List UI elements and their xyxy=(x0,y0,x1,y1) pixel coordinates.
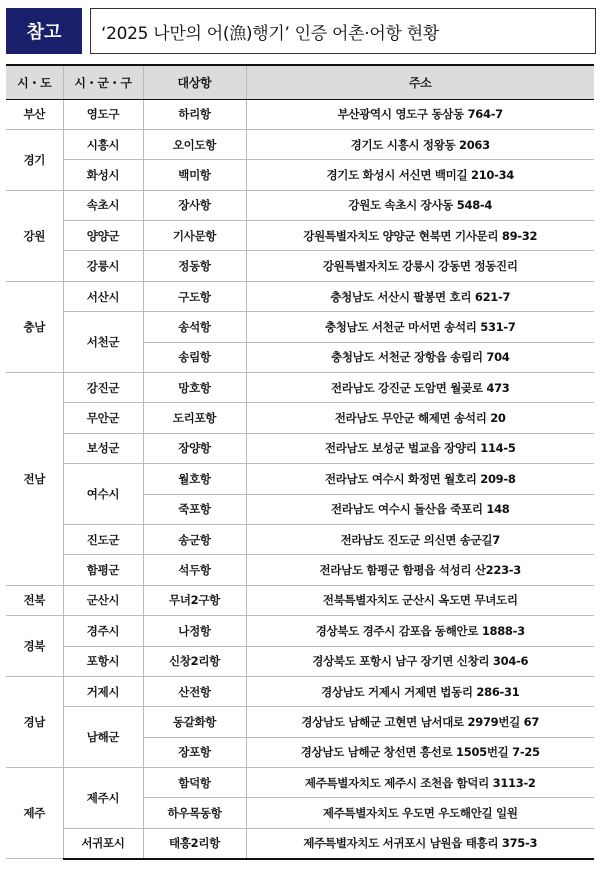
table-row xyxy=(6,707,594,737)
address-cell: 전라남도 여수시 화정면 월호리 209-8 xyxy=(246,464,594,494)
sigungu-cell: 서귀포시 xyxy=(63,828,143,858)
address-cell: 전라남도 강진군 도암면 월곶로 473 xyxy=(246,373,594,403)
sigungu-cell: 진도군 xyxy=(63,524,143,554)
port-cell: 신창2리항 xyxy=(143,646,246,676)
address-cell: 강원도 속초시 장사동 548-4 xyxy=(246,190,594,220)
port-cell: 망호항 xyxy=(143,373,246,403)
address-cell: 전북특별자치도 군산시 옥도면 무녀도리 xyxy=(246,585,594,615)
port-cell: 나정항 xyxy=(143,616,246,646)
address-cell: 제주특별자치도 제주시 조천읍 함덕리 3113-2 xyxy=(246,768,594,798)
table-row xyxy=(6,828,594,858)
port-cell: 산전항 xyxy=(143,676,246,706)
sido-cell: 강원 xyxy=(6,190,63,281)
table-row xyxy=(6,251,594,281)
sido-cell: 전남 xyxy=(6,373,63,586)
address-cell: 전라남도 함평군 함평읍 석성리 산223-3 xyxy=(246,555,594,585)
address-cell: 충청남도 서천군 장항읍 송림리 704 xyxy=(246,342,594,372)
column-header-sido: 시・도 xyxy=(6,65,63,99)
sigungu-cell: 보성군 xyxy=(63,433,143,463)
page-title: ‘2025 나만의 어(漁)행기’ 인증 어촌·어항 현황 xyxy=(90,8,596,54)
sigungu-cell: 여수시 xyxy=(63,464,143,525)
port-cell: 도리포항 xyxy=(143,403,246,433)
table-row xyxy=(6,646,594,676)
reference-badge: 참고 xyxy=(6,8,82,54)
port-cell: 장포항 xyxy=(143,737,246,767)
sigungu-cell: 서천군 xyxy=(63,312,143,373)
column-header-sigungu: 시・군・구 xyxy=(63,65,143,99)
table-row xyxy=(6,160,594,190)
port-status-table xyxy=(6,64,594,860)
port-cell: 죽포항 xyxy=(143,494,246,524)
column-header-port: 대상항 xyxy=(143,65,246,99)
table-row xyxy=(6,221,594,251)
port-cell: 백미항 xyxy=(143,160,246,190)
sido-cell: 경북 xyxy=(6,616,63,677)
port-cell: 월호항 xyxy=(143,464,246,494)
address-cell: 경기도 시흥시 정왕동 2063 xyxy=(246,129,594,159)
port-cell: 송석항 xyxy=(143,312,246,342)
table-header-row xyxy=(6,65,594,99)
address-cell: 전라남도 보성군 벌교읍 장양리 114-5 xyxy=(246,433,594,463)
address-cell: 전라남도 무안군 해제면 송석리 20 xyxy=(246,403,594,433)
port-cell: 함덕항 xyxy=(143,768,246,798)
sigungu-cell: 거제시 xyxy=(63,676,143,706)
table-row xyxy=(6,524,594,554)
table-row xyxy=(6,129,594,159)
address-cell: 충청남도 서산시 팔봉면 호리 621-7 xyxy=(246,281,594,311)
port-cell: 오이도항 xyxy=(143,129,246,159)
address-cell: 경상북도 포항시 남구 장기면 신창리 304-6 xyxy=(246,646,594,676)
sigungu-cell: 양양군 xyxy=(63,221,143,251)
table-row xyxy=(6,433,594,463)
sigungu-cell: 속초시 xyxy=(63,190,143,220)
table-row xyxy=(6,585,594,615)
table-row xyxy=(6,373,594,403)
port-cell: 석두항 xyxy=(143,555,246,585)
address-cell: 부산광역시 영도구 동삼동 764-7 xyxy=(246,99,594,129)
table-row xyxy=(6,281,594,311)
port-cell: 정동항 xyxy=(143,251,246,281)
sigungu-cell: 화성시 xyxy=(63,160,143,190)
address-cell: 제주특별자치도 우도면 우도해안길 일원 xyxy=(246,798,594,828)
table-row xyxy=(6,676,594,706)
header xyxy=(6,4,596,58)
sigungu-cell: 포항시 xyxy=(63,646,143,676)
port-cell: 무녀2구항 xyxy=(143,585,246,615)
port-cell: 기사문항 xyxy=(143,221,246,251)
port-cell: 동갈화항 xyxy=(143,707,246,737)
table-row xyxy=(6,616,594,646)
table-row xyxy=(6,555,594,585)
port-cell: 장양항 xyxy=(143,433,246,463)
sido-cell: 전북 xyxy=(6,585,63,615)
port-cell: 하리항 xyxy=(143,99,246,129)
table-row xyxy=(6,403,594,433)
port-cell: 태흥2리항 xyxy=(143,828,246,858)
address-cell: 경상남도 거제시 거제면 법동리 286-31 xyxy=(246,676,594,706)
table-row xyxy=(6,312,594,342)
address-cell: 경상북도 경주시 감포읍 동해안로 1888-3 xyxy=(246,616,594,646)
port-cell: 장사항 xyxy=(143,190,246,220)
sigungu-cell: 시흥시 xyxy=(63,129,143,159)
sigungu-cell: 군산시 xyxy=(63,585,143,615)
sido-cell: 경기 xyxy=(6,129,63,190)
sigungu-cell: 영도구 xyxy=(63,99,143,129)
sigungu-cell: 함평군 xyxy=(63,555,143,585)
table-row xyxy=(6,190,594,220)
sido-cell: 제주 xyxy=(6,768,63,859)
sigungu-cell: 제주시 xyxy=(63,768,143,829)
port-cell: 송군항 xyxy=(143,524,246,554)
sido-cell: 경남 xyxy=(6,676,63,767)
sigungu-cell: 서산시 xyxy=(63,281,143,311)
table-row xyxy=(6,99,594,129)
port-cell: 하우목동항 xyxy=(143,798,246,828)
sigungu-cell: 남해군 xyxy=(63,707,143,768)
port-cell: 송림항 xyxy=(143,342,246,372)
sigungu-cell: 강진군 xyxy=(63,373,143,403)
sigungu-cell: 강릉시 xyxy=(63,251,143,281)
address-cell: 제주특별자치도 서귀포시 남원읍 태흥리 375-3 xyxy=(246,828,594,858)
sigungu-cell: 경주시 xyxy=(63,616,143,646)
address-cell: 전라남도 진도군 의신면 송군길7 xyxy=(246,524,594,554)
address-cell: 경기도 화성시 서신면 백미길 210-34 xyxy=(246,160,594,190)
address-cell: 경상남도 남해군 고현면 남서대로 2979번길 67 xyxy=(246,707,594,737)
table-row xyxy=(6,464,594,494)
port-cell: 구도항 xyxy=(143,281,246,311)
sido-cell: 부산 xyxy=(6,99,63,129)
address-cell: 경상남도 남해군 창선면 흥선로 1505번길 7-25 xyxy=(246,737,594,767)
address-cell: 강원특별자치도 강릉시 강동면 정동진리 xyxy=(246,251,594,281)
address-cell: 전라남도 여수시 돌산읍 죽포리 148 xyxy=(246,494,594,524)
sigungu-cell: 무안군 xyxy=(63,403,143,433)
address-cell: 충청남도 서천군 마서면 송석리 531-7 xyxy=(246,312,594,342)
table-row xyxy=(6,768,594,798)
address-cell: 강원특별자치도 양양군 현북면 기사문리 89-32 xyxy=(246,221,594,251)
column-header-address: 주소 xyxy=(246,65,594,99)
sido-cell: 충남 xyxy=(6,281,63,372)
